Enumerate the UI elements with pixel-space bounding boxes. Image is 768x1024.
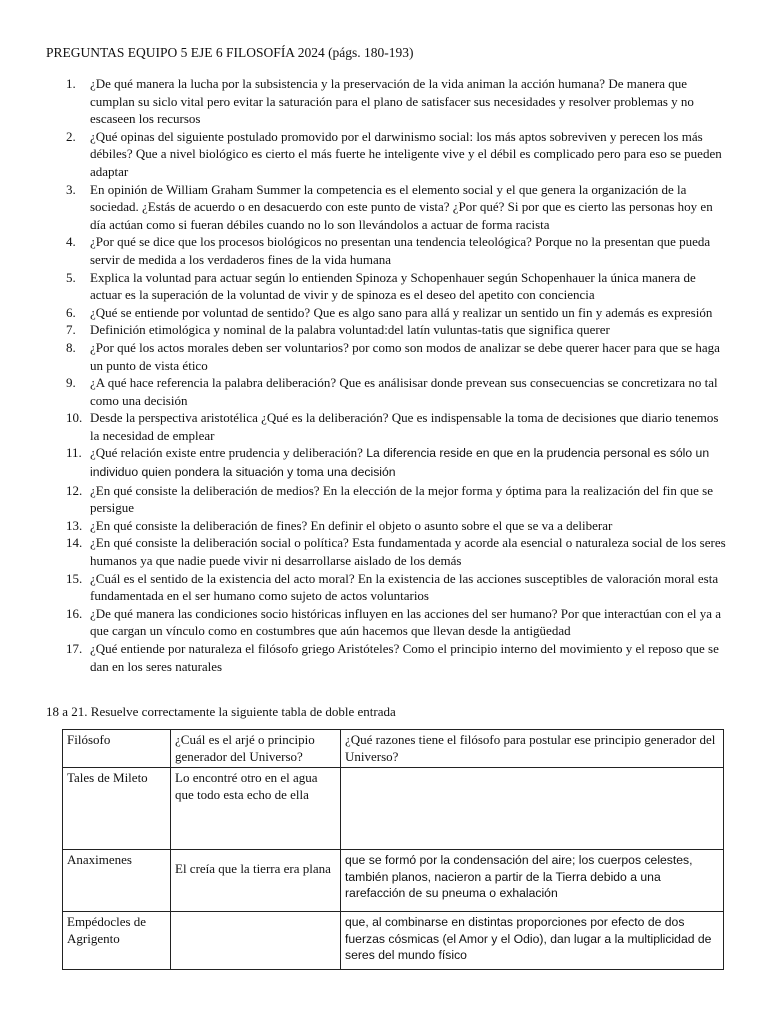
question-text: ¿En qué consiste la deliberación de fines? En definir el objeto o asunto sobre el que se va a deliberar [90, 517, 613, 533]
question-number: 10. [66, 410, 83, 426]
question-text: En opinión de William Graham Summer la competencia es el elemento social y el que genera la organización de la sociedad. ¿Estás de acuerdo o en desacuerdo con este punto de vista? ¿Por qué? Si por que es cierto las personas hoy en día actúan como si fueran débiles cuando no lo son llevándolos a actuar de forma racista [90, 181, 713, 232]
cell-arje: Lo encontré otro en el agua que todo esta echo de ella [171, 768, 341, 850]
question-item [46, 482, 726, 517]
table-row [63, 850, 724, 912]
cell-arje: El creía que la tierra era plana [175, 861, 331, 876]
header-philosopher: Filósofo [63, 730, 171, 768]
question-item [46, 75, 726, 128]
question-item [46, 605, 726, 640]
document-title: PREGUNTAS EQUIPO 5 EJE 6 FILOSOFÍA 2024 (págs. 180-193) [46, 45, 414, 60]
header-reasons: ¿Qué razones tiene el filósofo para postular ese principio generador del Universo? [341, 730, 724, 768]
question-text: ¿Qué opinas del siguiente postulado promovido por el darwinismo social: los más aptos sobreviven y perecen los más débiles? Que a nivel biológico es cierto el más fuerte he inteligente vive y el débil es complicado pero para eso se pueden adaptar [90, 128, 722, 179]
question-item [46, 339, 726, 374]
question-item [46, 233, 726, 268]
question-number: 2. [66, 128, 76, 144]
question-number: 11. [66, 445, 82, 461]
question-text: ¿En qué consiste la deliberación social o política? Esta fundamentada y acorde ala esencial o naturaleza social de los seres humanos ya que nadie puede vivir ni desarrollarse aislado de los demás [90, 535, 726, 569]
question-number: 5. [66, 269, 76, 285]
cell-reasons [341, 768, 724, 850]
question-number: 9. [66, 375, 76, 391]
question-text: Explica la voluntad para actuar según lo entienden Spinoza y Schopenhauer según Schopenhauer la única manera de actuar es la superación de la voluntad de vivir y de spinoza es el deseo del apetito con conciencia [90, 269, 696, 303]
cell-arje-wrap [171, 850, 341, 912]
question-answer: La diferencia reside en que en la prudencia personal es sólo un individuo quien pondera la situación y toma una decisión [90, 446, 710, 480]
question-number: 17. [66, 641, 83, 656]
question-item [46, 517, 726, 535]
question-text: ¿De qué manera las condiciones socio históricas influyen en las acciones del ser humano? Por que interactúan con el ya a que cargan un vínculo como en costumbres que aún hacemos que llevan desde la antigüedad [90, 605, 721, 639]
question-item [46, 269, 726, 304]
question-number: 7. [66, 322, 76, 338]
question-item [46, 321, 726, 339]
table-row [63, 768, 724, 850]
cell-reasons: que se formó por la condensación del aire; los cuerpos celestes, también planos, nacieron a partir de la Tierra debido a una rarefacción de su pneuma o exhalación [341, 850, 724, 912]
question-number: 6. [66, 304, 76, 320]
question-number: 15. [66, 570, 83, 586]
question-number: 16. [66, 605, 83, 621]
question-item [46, 409, 726, 444]
question-number: 1. [66, 76, 76, 91]
question-item [46, 181, 726, 234]
question-number: 12. [66, 482, 83, 498]
question-number: 3. [66, 181, 76, 197]
question-number: 8. [66, 339, 76, 355]
question-item [46, 304, 726, 322]
table-instructions: 18 a 21. Resuelve correctamente la siguiente tabla de doble entrada [46, 704, 396, 719]
question-item [46, 570, 726, 605]
question-number: 13. [66, 517, 83, 533]
question-text: Desde la perspectiva aristotélica ¿Qué es la deliberación? Que es indispensable la toma de decisiones que diario tenemos la necesidad de emplear [90, 410, 719, 443]
cell-philosopher: Tales de Mileto [63, 768, 171, 850]
question-text: ¿Cuál es el sentido de la existencia del acto moral? En la existencia de las acciones susceptibles de valoración moral esta fundamentada en el ser humano como sujeto de actos voluntarios [90, 570, 719, 604]
cell-reasons: que, al combinarse en distintas proporciones por efecto de dos fuerzas cósmicas (el Amor y el Odio), dan lugar a la multiplicidad de seres del mundo físico [341, 912, 724, 970]
question-number: 4. [66, 234, 76, 250]
question-item [46, 444, 726, 481]
table-row [63, 912, 724, 970]
question-text: ¿Qué relación existe entre prudencia y deliberación? [90, 445, 363, 461]
question-number: 14. [66, 535, 83, 551]
question-text: ¿Qué entiende por naturaleza el filósofo griego Aristóteles? Como el principio interno del movimiento y el reposo que se dan en los seres naturales [90, 641, 719, 674]
question-item [46, 640, 726, 675]
question-item [46, 534, 726, 569]
philosophers-table [62, 729, 724, 970]
question-text: ¿De qué manera la lucha por la subsistencia y la preservación de la vida animan la acción humana? De manera que cumplan su siclo vital pero evitar la saturación para el plano de satisfacer sus necesidades y resolver problemas y no escaseen los recursos [90, 76, 694, 127]
question-item [46, 374, 726, 409]
cell-arje [171, 912, 341, 970]
question-list [46, 75, 726, 675]
question-text: ¿Por qué se dice que los procesos biológicos no presentan una tendencia teleológica? Porque no la presentan que pueda servir de medida a los verdaderos fines de la vida humana [90, 234, 711, 267]
cell-philosopher: Empédocles de Agrigento [63, 912, 171, 970]
header-arje: ¿Cuál es el arjé o principio generador del Universo? [171, 730, 341, 768]
question-text: ¿En qué consiste la deliberación de medios? En la elección de la mejor forma y óptima para la realización del fin que se persigue [90, 482, 714, 516]
table-header-row [63, 730, 724, 768]
question-text: ¿Por qué los actos morales deben ser voluntarios? por como son modos de analizar se debe querer hacer para que se haga un punto de vista ético [90, 339, 720, 373]
question-text: ¿Qué se entiende por voluntad de sentido? Que es algo sano para allá y realizar un sentido un fin y además es expresión [90, 304, 713, 320]
question-text: Definición etimológica y nominal de la palabra voluntad:del latín vuluntas-tatis que significa querer [90, 322, 610, 338]
cell-philosopher: Anaximenes [63, 850, 171, 912]
question-text: ¿A qué hace referencia la palabra deliberación? Que es análisisar donde prevean sus consecuencias se concretizara no tal como una decisión [90, 375, 718, 408]
question-item [46, 128, 726, 181]
